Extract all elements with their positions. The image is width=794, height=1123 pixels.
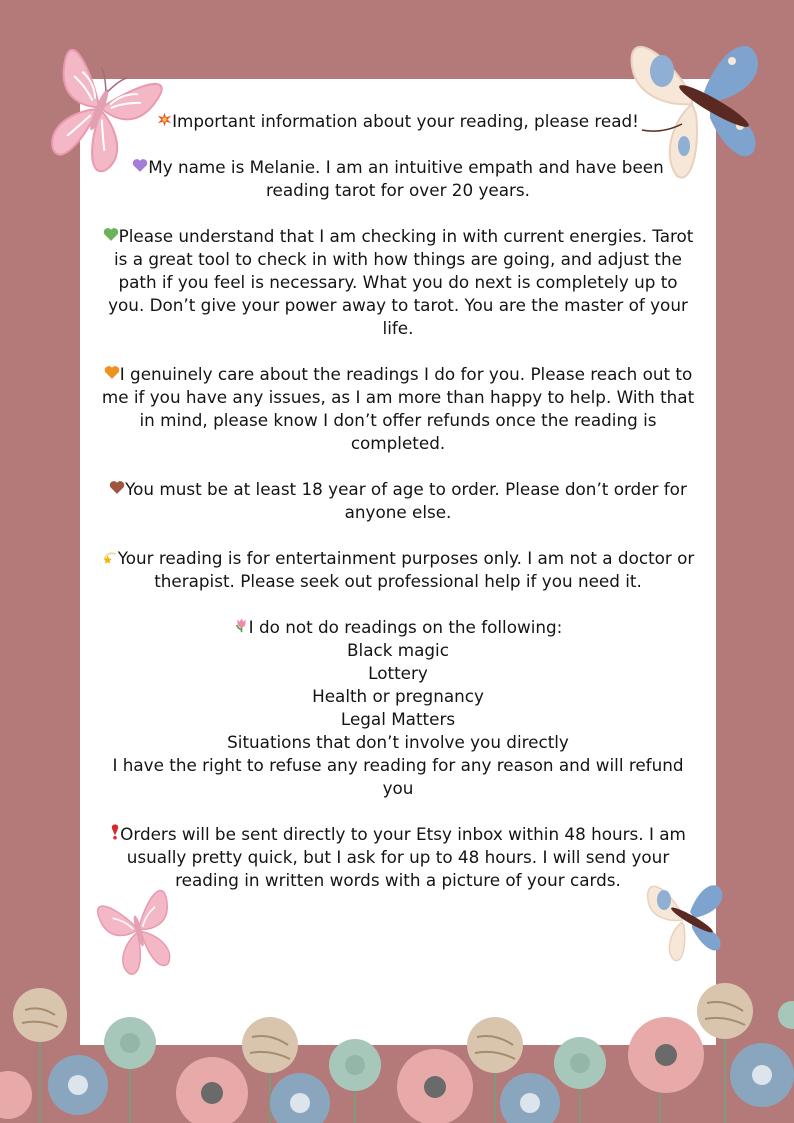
- flower-border: [0, 975, 794, 1123]
- readings-intro: [100, 616, 696, 639]
- care-text: I genuinely care about the readings I do for you. Please reach out to me if you have any issues, as I am more than happy to help. With that in mind, please know I don’t offer refunds once the reading is completed.: [101, 364, 695, 453]
- green-heart-emoji-icon: [103, 227, 119, 242]
- entertainment-text: Your reading is for entertainment purposes only. I am not a doctor or therapist. Please seek out professional help if you need it.: [117, 548, 695, 591]
- pink-butterfly-top-left: [30, 26, 170, 191]
- header-paragraph: [100, 110, 696, 133]
- brown-heart-emoji-icon: [109, 480, 125, 495]
- flower-cluster: [0, 983, 794, 1123]
- readings-list-item: Black magic: [347, 640, 449, 660]
- energies-text: Please understand that I am checking in with current energies. Tarot is a great tool to check in with how things are going, and adjust the path if you feel is necessary. What you do next is completely up to you. Don’t give your power away to tarot. You are the master of your life.: [108, 226, 694, 338]
- blue-butterfly-top-right: [622, 26, 772, 191]
- readings-list-item: Health or pregnancy: [312, 686, 484, 706]
- intro-paragraph: [100, 156, 696, 202]
- readings-block: [100, 616, 696, 800]
- age-text: You must be at least 18 year of age to order. Please don’t order for anyone else.: [125, 479, 687, 522]
- age-paragraph: [100, 478, 696, 524]
- header-text: Important information about your reading, please read!: [172, 111, 639, 131]
- orange-heart-emoji-icon: [104, 365, 120, 380]
- readings-list-item: Situations that don’t involve you directly: [227, 732, 569, 752]
- readings-list-item: Legal Matters: [340, 709, 456, 729]
- intro-text: My name is Melanie. I am an intuitive empath and have been reading tarot for over 20 years.: [148, 157, 664, 200]
- readings-list-item: Lottery: [368, 663, 428, 683]
- reading-info-document: [100, 110, 696, 915]
- care-paragraph: [100, 363, 696, 455]
- exclamation-mark-emoji-icon: [110, 824, 120, 840]
- tulip-emoji-icon: [234, 617, 249, 633]
- orders-text: Orders will be sent directly to your Etsy inbox within 48 hours. I am usually pretty quick, but I ask for up to 48 hours. I will send your reading in written words with a picture of your cards.: [120, 824, 686, 890]
- blue-butterfly-bottom-right: [640, 872, 730, 967]
- refuse-text: I have the right to refuse any reading for any reason and will refund you: [112, 755, 684, 798]
- dizzy-star-emoji-icon: [102, 549, 118, 564]
- pink-butterfly-bottom-left: [88, 876, 188, 981]
- orders-paragraph: [100, 823, 696, 892]
- readings-intro-text: I do not do readings on the following:: [248, 617, 563, 637]
- entertainment-paragraph: [100, 547, 696, 593]
- energies-paragraph: [100, 225, 696, 340]
